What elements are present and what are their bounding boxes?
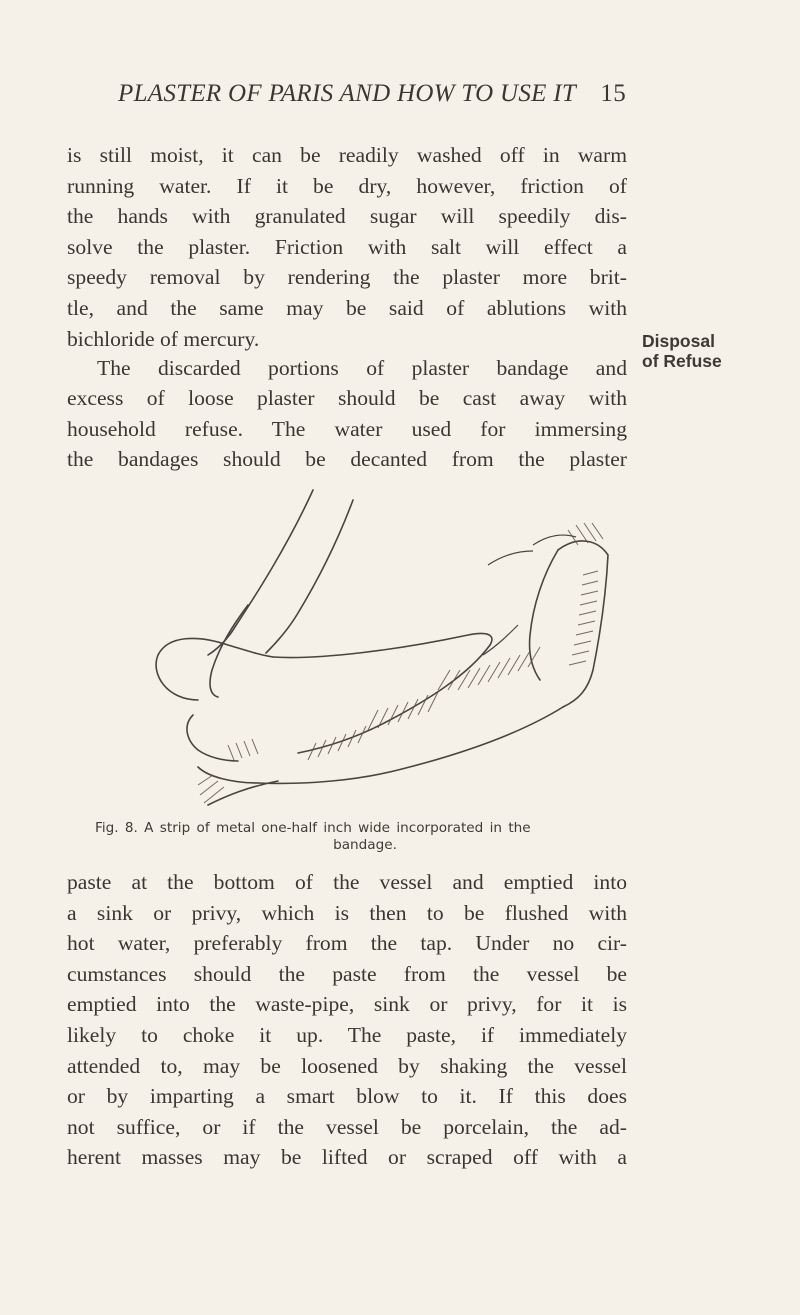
text-line: the hands with granulated sugar will speedily dis- bbox=[67, 204, 627, 229]
text-line: or by imparting a smart blow to it. If this does bbox=[67, 1084, 627, 1109]
text-line: hot water, preferably from the tap. Under no cir- bbox=[67, 931, 627, 956]
caption-line: Fig. 8. A strip of metal one-half inch wide incorporated in the bbox=[95, 820, 531, 836]
page-number: 15 bbox=[600, 80, 626, 107]
hatching-shading bbox=[198, 523, 603, 803]
figure-illustration bbox=[138, 485, 628, 825]
text-line: cumstances should the paste from the vessel be bbox=[67, 961, 627, 986]
text-line: speedy removal by rendering the plaster more brit- bbox=[67, 265, 627, 290]
text-line: running water. If it be dry, however, friction of bbox=[67, 173, 627, 198]
text-line: tle, and the same may be said of ablutions with bbox=[67, 295, 627, 320]
text-line: is still moist, it can be readily washed off in warm bbox=[67, 143, 627, 167]
text-line: The discarded portions of plaster bandage and bbox=[97, 356, 627, 380]
hand-outline bbox=[208, 490, 313, 655]
text-line: bichloride of mercury. bbox=[67, 326, 260, 351]
margin-note-line: Disposal bbox=[642, 331, 715, 351]
text-line: the bandages should be decanted from the plaster bbox=[67, 447, 627, 472]
text-line: solve the plaster. Friction with salt will effect a bbox=[67, 234, 627, 259]
paragraph-2 bbox=[67, 353, 627, 475]
text-line: paste at the bottom of the vessel and emptied into bbox=[67, 870, 627, 894]
paragraph-1 bbox=[67, 140, 627, 354]
running-header bbox=[118, 80, 638, 108]
figure-caption bbox=[95, 820, 635, 854]
margin-note-line: of Refuse bbox=[642, 351, 722, 371]
text-line: attended to, may be loosened by shaking the vessel bbox=[67, 1053, 627, 1078]
caption-line: bandage. bbox=[333, 837, 397, 853]
running-title: PLASTER OF PARIS AND HOW TO USE IT bbox=[118, 80, 577, 107]
text-line: herent masses may be lifted or scraped off with a bbox=[67, 1145, 627, 1170]
text-line: excess of loose plaster should be cast away with bbox=[67, 386, 627, 411]
text-line: not suffice, or if the vessel be porcelain, the ad- bbox=[67, 1114, 627, 1139]
text-line: household refuse. The water used for immersing bbox=[67, 416, 627, 441]
hand-fingers bbox=[156, 638, 273, 700]
text-line: emptied into the waste-pipe, sink or privy, for it is bbox=[67, 992, 627, 1017]
text-line: likely to choke it up. The paste, if immediately bbox=[67, 1022, 627, 1047]
margin-note bbox=[642, 331, 792, 371]
paragraph-3 bbox=[67, 867, 627, 1173]
text-line: a sink or privy, which is then to be flushed with bbox=[67, 900, 627, 925]
